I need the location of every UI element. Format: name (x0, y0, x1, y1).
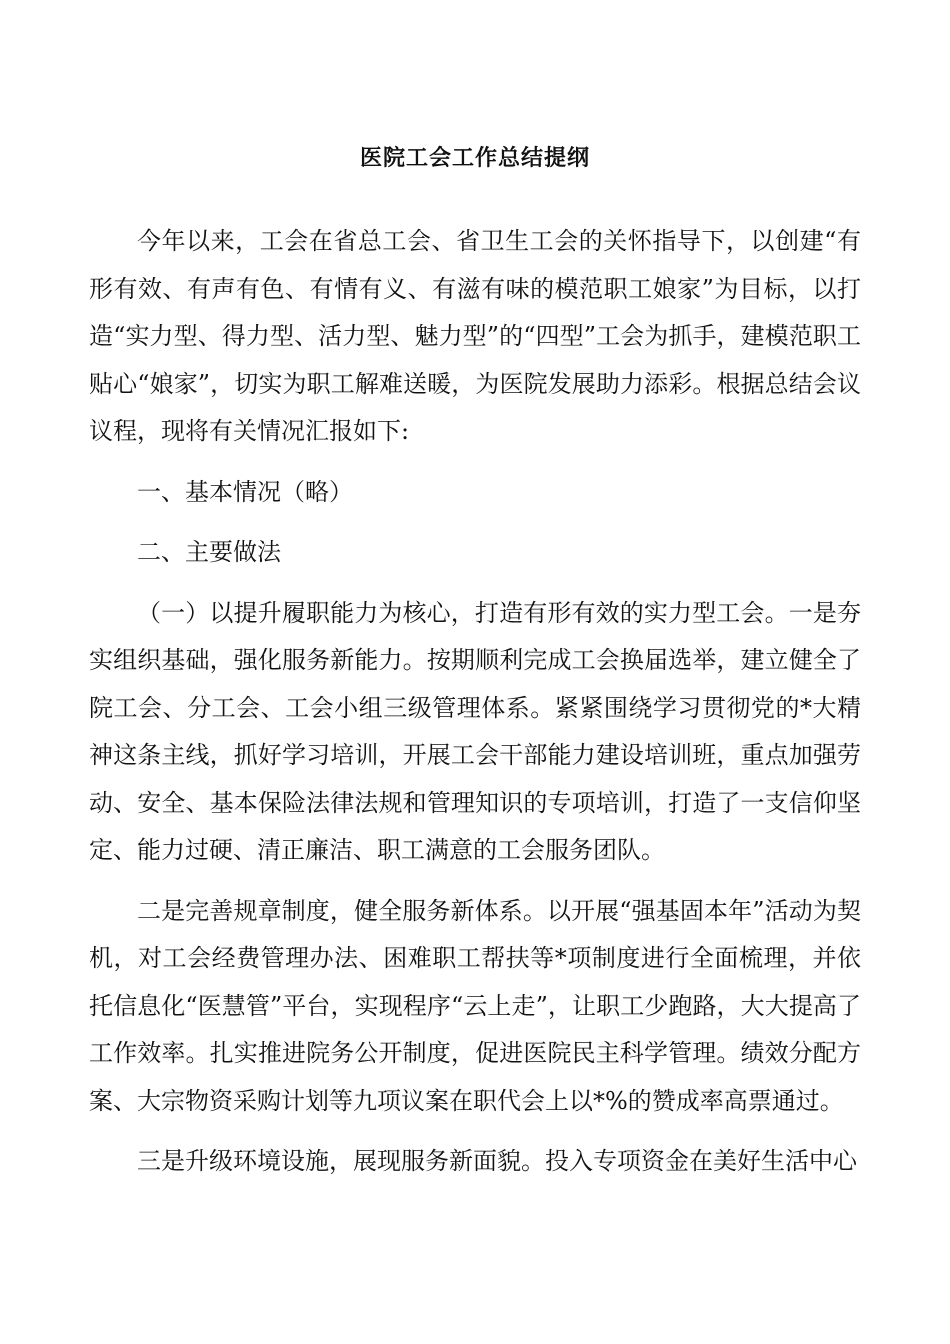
paragraph-practice-2: 二是完善规章制度，健全服务新体系。以开展“强基固本年”活动为契机，对工会经费管理办法、困难职工帮扶等*项制度进行全面梳理，并依托信息化“医慧管”平台，实现程序“云上走”，让职工少跑路，大大提高了工作效率。扎实推进院务公开制度，促进医院民主科学管理。绩效分配方案、大宗物资采购计划等九项议案在职代会上以*%的赞成率高票通过。 (89, 896, 861, 1115)
document-title: 医院工会工作总结提纲 (359, 145, 590, 171)
document-body (89, 218, 861, 1199)
section-heading-basic: 一、基本情况（略） (137, 477, 353, 506)
section-heading-practices: 二、主要做法 (137, 538, 281, 566)
paragraph-intro: 今年以来，工会在省总工会、省卫生工会的关怀指导下，以创建“有形有效、有声有色、有情有义、有滋有味的模范职工娘家”为目标，以打造“实力型、得力型、活力型、魅力型”的“四型”工会为抓手，建模范职工贴心“娘家”，切实为职工解难送暖，为医院发展助力添彩。根据总结会议议程，现将有关情况汇报如下: (89, 227, 861, 445)
paragraph-practice-1: （一）以提升履职能力为核心，打造有形有效的实力型工会。一是夯实组织基础，强化服务新能力。按期顺利完成工会换届选举，建立健全了院工会、分工会、工会小组三级管理体系。紧紧围绕学习贯彻党的*大精神这条主线，抓好学习培训，开展工会干部能力建设培训班，重点加强劳动、安全、基本保险法律法规和管理知识的专项培训，打造了一支信仰坚定、能力过硬、清正廉洁、职工满意的工会服务团队。 (89, 598, 861, 864)
paragraph-practice-3: 三是升级环境设施，展现服务新面貌。投入专项资金在美好生活中心 (137, 1147, 857, 1175)
